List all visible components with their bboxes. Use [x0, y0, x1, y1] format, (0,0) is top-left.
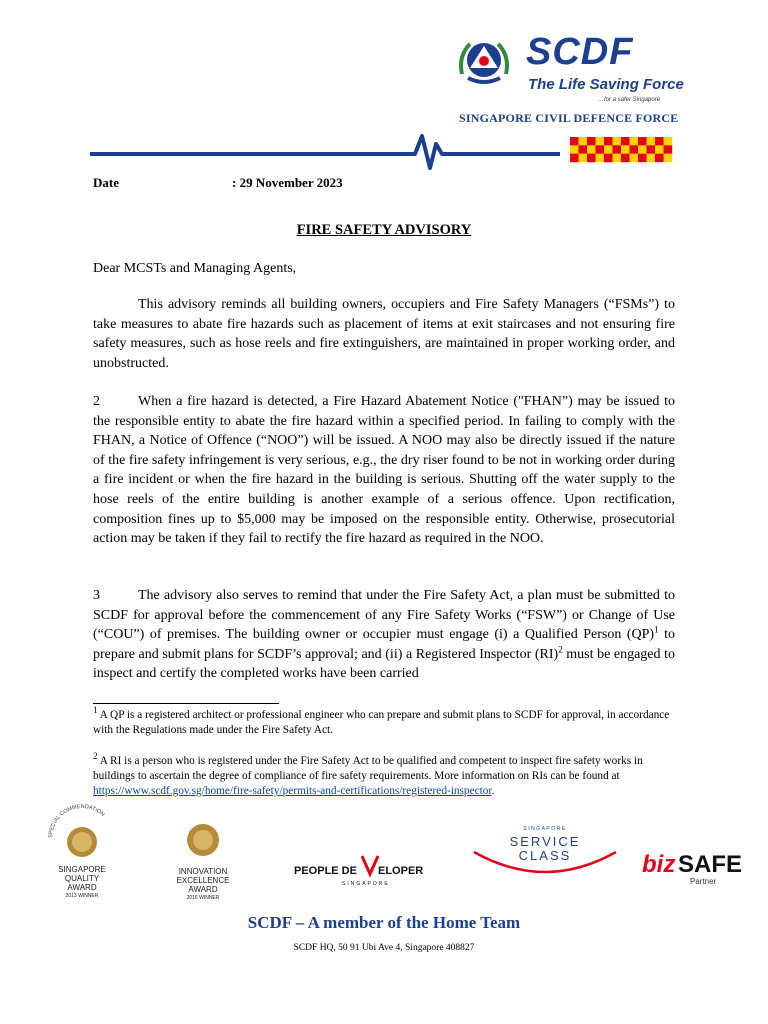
bizsafe-partner-logo [640, 836, 743, 890]
footnote-ref-2: 2 [558, 644, 563, 655]
checker-square [613, 145, 622, 154]
pd-text-a: PEOPLE DE [294, 865, 357, 877]
pd-sub: SINGAPORE [342, 881, 390, 887]
paragraph-3-text-b: to prepare and submit plans for SCDF’s approval; and (ii) a Registered Inspector (RI) [93, 627, 676, 662]
footnote-mark: 1 [93, 705, 98, 716]
checker-square [570, 154, 579, 163]
paragraph-1-text: This advisory reminds all building owners, occupiers and Fire Safety Managers (“FSMs”) to take measures to abate fire hazards such as placement of items at exit staircases and not ensuring fire safety measures, such as hose reels and fire extinguishers, are maintained in proper working order, and unobstructed. [93, 297, 675, 371]
footnote-2 [93, 751, 675, 799]
paragraph-2 [93, 392, 675, 549]
checker-square [655, 154, 664, 163]
checker-square [638, 145, 647, 154]
tagline: The Life Saving Force [528, 76, 684, 93]
scdf-logo-text: SCDF [526, 31, 634, 73]
checker-square [579, 154, 588, 163]
footnote-2-text: A RI is a person who is registered under the Fire Safety Act to be qualified and competent to inspect fire safety works in buildings to ascertain the degree of compliance of fire safety requirements. More information on RIs can be found at [93, 755, 643, 782]
pd-text-b: ELOPER [378, 865, 424, 877]
scdf-emblem-icon [456, 34, 512, 90]
singapore-quality-award-logo [42, 804, 122, 904]
iea-line-2: EXCELLENCE [176, 876, 230, 885]
checker-square [604, 137, 613, 146]
checker-square [630, 154, 639, 163]
sqa-arc-text: SPECIAL COMMENDATION [47, 804, 106, 839]
checker-square [596, 145, 605, 154]
biz-text: biz [642, 851, 676, 878]
lion-head-icon [42, 804, 122, 860]
checkered-band-icon [570, 137, 672, 162]
footnote-1 [93, 705, 675, 738]
checker-square [613, 154, 622, 163]
sqa-year: 2013 WINNER [65, 893, 99, 899]
paragraph-3-text-a: The advisory also serves to remind that under the Fire Safety Act, a plan must be submitted to SCDF for approval before the commencement of any Fire Safety Works (“FSW”) or Change of Use (“COU”) of premises. The building owner or occupier must engage (i) a Qualified Person (QP) [93, 588, 675, 643]
heartbeat-line-icon [90, 124, 560, 174]
iea-line-3: AWARD [188, 885, 218, 894]
checker-square [655, 145, 664, 154]
sc-line-1: SERVICE [509, 834, 581, 849]
paragraph-number: 3 [93, 588, 100, 603]
checker-square [638, 154, 647, 163]
checker-square [664, 154, 673, 163]
footnote-2-end: . [491, 785, 495, 797]
sqa-line-2: QUALITY [64, 874, 100, 883]
iea-line-1: INNOVATION [178, 867, 228, 876]
checker-square [604, 145, 613, 154]
checker-square [570, 145, 579, 154]
paragraph-number: 2 [93, 394, 100, 409]
checker-square [664, 137, 673, 146]
checker-square [647, 137, 656, 146]
sc-line-2: CLASS [518, 848, 572, 863]
page-title: FIRE SAFETY ADVISORY [296, 222, 472, 238]
checker-square [587, 137, 596, 146]
date-value: : 29 November 2023 [232, 175, 343, 190]
org-name: SINGAPORE CIVIL DEFENCE FORCE [459, 111, 679, 125]
iea-year: 2016 WINNER [186, 895, 220, 901]
checker-square [647, 154, 656, 163]
date-label: Date [93, 175, 119, 190]
salutation: Dear MCSTs and Managing Agents, [93, 261, 297, 276]
checker-square [596, 154, 605, 163]
paragraph-3 [93, 586, 675, 684]
innovation-excellence-award-logo [168, 818, 238, 904]
sqa-line-1: SINGAPORE [58, 865, 106, 874]
paragraph-1 [93, 295, 675, 373]
checker-square [604, 154, 613, 163]
home-team-tagline: SCDF – A member of the Home Team [247, 913, 521, 932]
partner-text: Partner [690, 877, 717, 886]
checker-square [664, 145, 673, 154]
lion-head-icon [168, 818, 238, 862]
checker-square [579, 137, 588, 146]
checker-square [587, 154, 596, 163]
footnote-1-text: A QP is a registered architect or professional engineer who can prepare and submit plans to SCDF for approval, in accordance with the Regulations made under the Fire Safety Act. [93, 709, 670, 736]
checker-square [621, 154, 630, 163]
footnote-ref-1: 1 [654, 624, 659, 635]
checker-square [596, 137, 605, 146]
paragraph-2-text: When a fire hazard is detected, a Fire Hazard Abatement Notice ("FHAN”) may be issued to the responsible entity to abate the fire hazard within a specified period. In failing to comply with the FHAN, a Notice of Offence (“NOO”) will be issued. A NOO may also be directly issued if the nature of the fire safety infringement is very serious, e.g., the dry riser found to be not in working order during a fire incident or when the fire hazard in the building is serious. Shutting off the water supply to the hose reels of the entire building is another example of a serious offence. Upon rectification, composition fines up to $5,000 may be imposed on the responsible entity. Otherwise, prosecutorial action may be taken if they fail to rectify the fire hazard as required in the NOO. [93, 394, 675, 547]
tagline-small: …for a safer Singapore [598, 97, 661, 103]
sc-top: SINGAPORE [523, 826, 567, 832]
checker-square [655, 137, 664, 146]
registered-inspector-link[interactable]: https://www.scdf.gov.sg/home/fire-safety/permits-and-certifications/registered-inspector [93, 785, 492, 797]
checker-square [570, 137, 579, 146]
footnote-divider [93, 703, 279, 704]
checker-square [621, 137, 630, 146]
checker-square [647, 145, 656, 154]
paragraph-3-text-c: must be engaged to inspect and certify the completed works have been carried [93, 646, 675, 682]
footnote-mark: 2 [93, 751, 98, 762]
checker-square [613, 137, 622, 146]
checker-square [630, 137, 639, 146]
checker-square [621, 145, 630, 154]
checker-square [579, 145, 588, 154]
checker-square [587, 145, 596, 154]
sqa-line-3: AWARD [67, 883, 97, 892]
address: SCDF HQ, 50 91 Ubi Ave 4, Singapore 408827 [293, 943, 475, 953]
checker-square [630, 145, 639, 154]
safe-text: SAFE [678, 851, 743, 878]
checker-square [638, 137, 647, 146]
people-developer-logo [292, 852, 428, 888]
service-class-logo [470, 822, 620, 882]
